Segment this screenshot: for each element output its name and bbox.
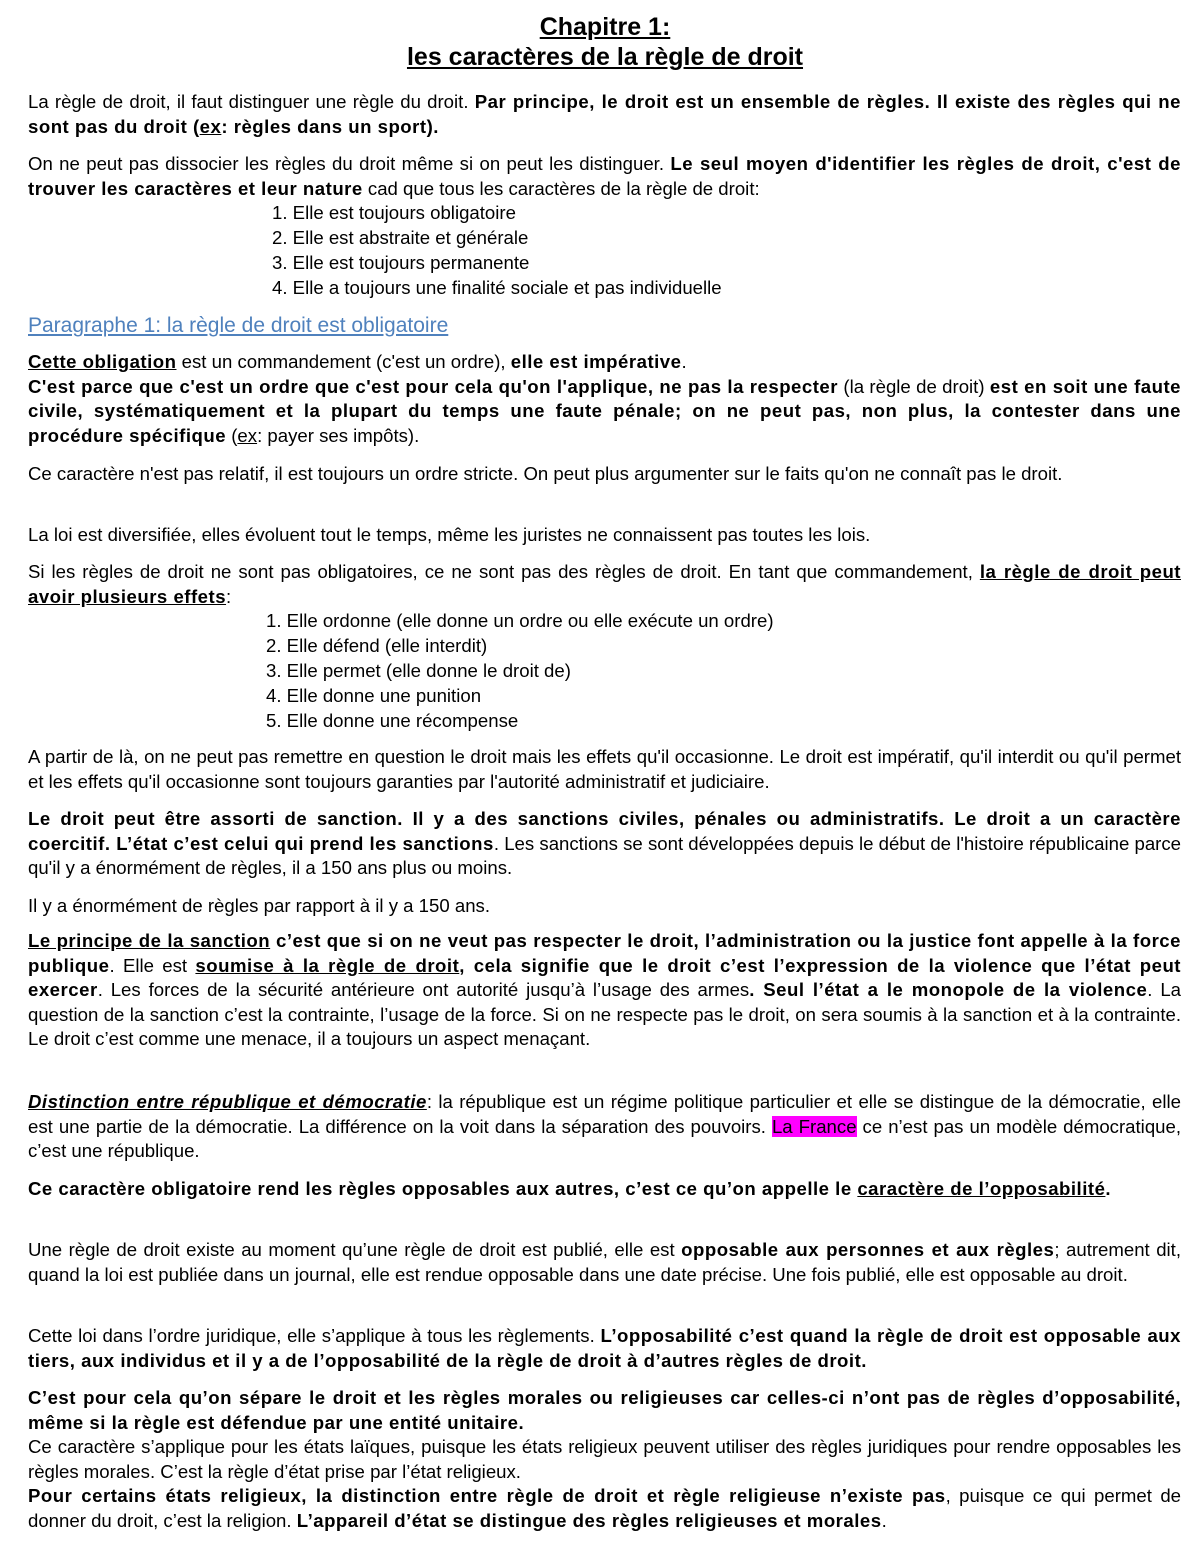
- text: La règle de droit, il faut distinguer une règle du droit.: [28, 91, 475, 112]
- underlined-text: Distinction entre république et démocratie: [28, 1091, 427, 1112]
- bold-text: . Seul l’état a le monopole de la violence: [749, 979, 1148, 1001]
- effects-list: [266, 609, 774, 734]
- underlined-text: Le principe de la sanction: [28, 930, 271, 951]
- bold-text: , cela signifie que le droit c’est l’expression de la violence que l’état peut exercer: [28, 954, 1181, 1001]
- text: ; autrement dit, quand la loi est publiée dans un journal, elle est rendue opposable dans une date précise. Une fois publié, elle est opposable au droit.: [28, 1239, 1181, 1285]
- text: (: [226, 424, 238, 446]
- text: . Les sanctions se sont développées depuis le début de l'histoire républicaine parce qu'il y a énormément de règles, il a 150 ans plus ou moins.: [28, 832, 1181, 879]
- paragraph-identify: [28, 152, 1181, 201]
- highlighted-text: La France: [771, 1115, 857, 1137]
- paragraph-strict: Ce caractère n'est pas relatif, il est toujours un ordre stricte. On peut plus argumenter sur le faits qu'on ne connaît pas le droit.: [28, 463, 1063, 484]
- paragraph-rules-count: Il y a énormément de règles par rapport à il y a 150 ans.: [28, 895, 490, 916]
- list-item: 3. Elle permet (elle donne le droit de): [266, 660, 571, 681]
- bold-text: opposable aux personnes et aux règles: [681, 1239, 1055, 1260]
- list-item: 1. Elle est toujours obligatoire: [272, 202, 516, 223]
- bold-text: Par principe, le droit est un ensemble de règles. Il existe des règles qui ne sont pas du droit (: [28, 91, 1181, 137]
- text: . Elle est: [109, 954, 196, 976]
- underlined-text: caractère de l’opposabilité: [857, 1178, 1106, 1199]
- paragraph-intro: [28, 90, 1181, 139]
- chapter-title: [0, 12, 1200, 72]
- bold-text: L’opposabilité c’est quand la règle de droit est opposable aux tiers, aux individus et il y a de l’opposabilité de la règle de droit à d’autres règles de droit.: [28, 1325, 1181, 1371]
- underlined-text: soumise à la règle de droit: [195, 954, 460, 976]
- text: .: [681, 351, 687, 372]
- text: Si les règles de droit ne sont pas obligatoires, ce ne sont pas des règles de droit. En tant que commandement,: [28, 561, 980, 582]
- list-item: 1. Elle ordonne (elle donne un ordre ou elle exécute un ordre): [266, 610, 774, 631]
- paragraph-opposability: [28, 1177, 1181, 1202]
- text: :: [226, 585, 232, 607]
- list-item: 4. Elle donne une punition: [266, 685, 482, 706]
- text: , puisque ce qui permet de donner du droit, c’est la religion.: [28, 1485, 1181, 1531]
- paragraph-republic: [28, 1090, 1181, 1164]
- paragraph-principle: [28, 929, 1181, 1052]
- paragraph-legal-order: [28, 1324, 1181, 1373]
- underlined-text: ex: [199, 115, 222, 137]
- text: : la république est un régime politique particulier et elle se distingue de la démocratie, elle est une partie de la démocratie. La différence on la voit dans la séparation des pouvoirs.: [28, 1091, 1181, 1137]
- title-line-2: les caractères de la règle de droit: [406, 43, 804, 71]
- bold-text: .: [1105, 1178, 1112, 1199]
- underlined-text: la règle de droit peut avoir plusieurs effets: [28, 561, 1181, 607]
- list-item: 2. Elle est abstraite et générale: [272, 227, 529, 248]
- text: . La question de la sanction c’est la contrainte, l’usage de la force. Si on ne respecte pas le droit, on sera soumis à la sanction et à la contrainte. Le droit c’est comme une menace, il a toujours un aspect menaçant.: [28, 979, 1182, 1050]
- paragraph-obligation: [28, 350, 1181, 448]
- bold-text: Pour certains états religieux, la distinction entre règle de droit et règle religieuse n’existe pas: [28, 1485, 946, 1507]
- bold-text: : règles dans un sport).: [221, 115, 439, 137]
- bold-text: L’appareil d’état se distingue des règles religieuses et morales: [296, 1509, 882, 1531]
- paragraph-moral-rules: [28, 1386, 1181, 1534]
- text: .: [881, 1509, 887, 1531]
- paragraph-laws: La loi est diversifiée, elles évoluent tout le temps, même les juristes ne connaissent pas toutes les lois.: [28, 524, 871, 545]
- paragraph-publication: [28, 1238, 1181, 1287]
- text: Cette loi dans l’ordre juridique, elle s’applique à tous les règlements.: [28, 1325, 601, 1346]
- text: est un commandement (c'est un ordre),: [176, 351, 511, 372]
- underlined-text: ex: [237, 424, 258, 446]
- text: Une règle de droit existe au moment qu’une règle de droit est publié, elle est: [28, 1239, 682, 1260]
- bold-text: Le seul moyen d'identifier les règles de droit, c'est de trouver les caractères et leur nature: [28, 153, 1182, 199]
- text: . Les forces de la sécurité antérieure ont autorité jusqu’à l’usage des armes: [97, 979, 750, 1001]
- bold-text: elle est impérative: [510, 351, 682, 372]
- text: ce n’est pas un modèle démocratique, c’est une république.: [28, 1115, 1182, 1162]
- bold-text: Le droit peut être assorti de sanction. Il y a des sanctions civiles, pénales ou administratifs. Le droit a un caractère coercitif. L’état c’est celui qui prend les sanctions: [28, 808, 1181, 854]
- list-item: 3. Elle est toujours permanente: [272, 252, 530, 273]
- text: Ce caractère s’applique pour les états laïques, puisque les états religieux peuvent utiliser des règles juridiques pour rendre opposables les règles morales. C’est la règle d’état prise par l’état religieux.: [28, 1436, 1181, 1482]
- title-line-1: Chapitre 1:: [539, 13, 671, 41]
- bold-text: Ce caractère obligatoire rend les règles opposables aux autres, c’est ce qu’on appelle le: [28, 1178, 858, 1199]
- bold-text: C’est pour cela qu’on sépare le droit et les règles morales ou religieuses car celles-ci n’ont pas de règles d’opposabilité, même si la règle est défendue par une entité unitaire.: [28, 1387, 1181, 1433]
- bold-text: C'est parce que c'est un ordre que c'est pour cela qu'on l'applique, ne pas la respecter: [28, 375, 839, 397]
- bold-text: c’est que si on ne veut pas respecter le droit, l’administration ou la justice font appelle à la force publique: [28, 930, 1181, 976]
- list-item: 2. Elle défend (elle interdit): [266, 635, 488, 656]
- text: : payer ses impôts).: [257, 424, 420, 446]
- bold-text: est en soit une faute civile, systématiquement et la plupart du temps une faute pénale; on ne peut pas, non plus, la contester dans une procédure spécifique: [28, 375, 1182, 446]
- paragraph-imperative: A partir de là, on ne peut pas remettre en question le droit mais les effets qu'il occasionne. Le droit est impératif, qu'il interdit ou qu'il permet et les effets qu'il occasionne sont toujours garanties par l'autorité administratif et judiciaire.: [28, 746, 1181, 792]
- underlined-text: Cette obligation: [28, 351, 177, 372]
- list-item: 5. Elle donne une récompense: [266, 710, 519, 731]
- paragraph-sanction: [28, 807, 1181, 881]
- section-heading: Paragraphe 1: la règle de droit est obligatoire: [28, 314, 449, 337]
- characters-list: [272, 201, 722, 301]
- text: On ne peut pas dissocier les règles du droit même si on peut les distinguer.: [28, 153, 671, 174]
- paragraph-effects: [28, 560, 1181, 609]
- text: (la règle de droit): [838, 375, 990, 397]
- text: cad que tous les caractères de la règle de droit:: [362, 177, 760, 199]
- list-item: 4. Elle a toujours une finalité sociale et pas individuelle: [272, 277, 722, 298]
